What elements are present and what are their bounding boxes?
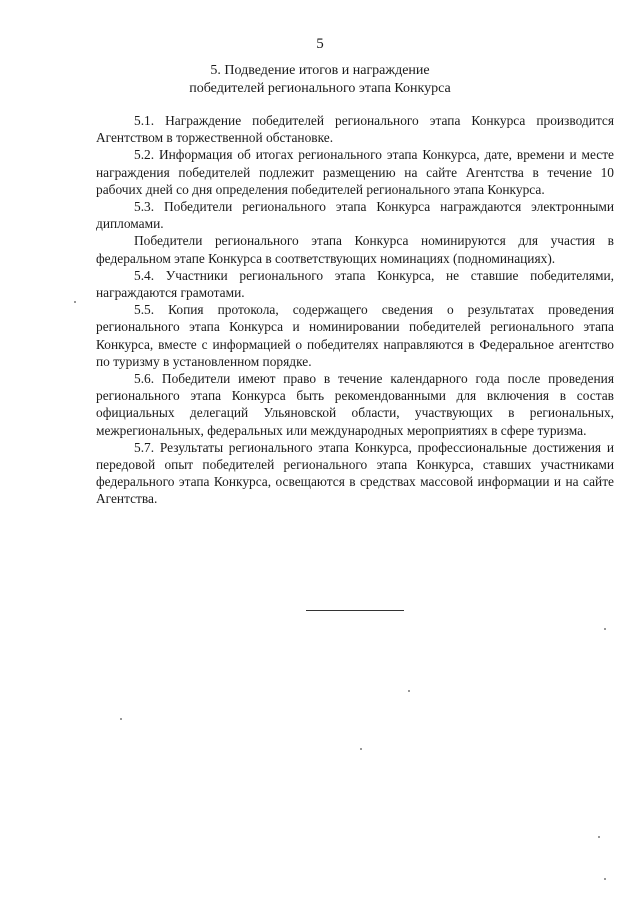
scan-speck: [74, 301, 76, 303]
paragraph-5-3-nomination: Победители регионального этапа Конкурса номинируются для участия в федеральном этапе Конкурса в соответствующих номинациях (подноминациях).: [96, 233, 614, 266]
closing-separator-line: [306, 610, 404, 611]
page-number: 5: [316, 36, 324, 52]
paragraph-5-7: 5.7. Результаты регионального этапа Конкурса, профессиональные достижения и передовой опыт победителей регионального этапа Конкурса, ставших участниками федерального этапа Конкурса, освещаются в средствах массовой информации и на сайте Агентства.: [96, 439, 614, 507]
document-body: [96, 112, 614, 508]
scan-speck: [408, 690, 410, 692]
paragraph-5-3: 5.3. Победители регионального этапа Конкурса награждаются электронными дипломами.: [96, 199, 614, 232]
paragraph-5-6: 5.6. Победители имеют право в течение календарного года после проведения регионального этапа Конкурса быть рекомендованными для включения в состав официальных делегаций Ульяновской области, участвующих в региональных, межрегиональных, федеральных или международных мероприятиях в сфере туризма.: [96, 371, 614, 438]
section-heading: [0, 62, 640, 98]
scan-speck: [120, 718, 122, 720]
scan-speck: [598, 836, 600, 838]
paragraph-5-1: 5.1. Награждение победителей регионального этапа Конкурса производится Агентством в торжественной обстановке.: [96, 113, 614, 146]
paragraph-5-5: 5.5. Копия протокола, содержащего сведения о результатах проведения регионального этапа Конкурса и номинировании победителей регионального этапа Конкурса, вместе с информацией о победителях направляются в Федеральное агентство по туризму в установленном порядке.: [96, 302, 614, 369]
paragraph-5-4: 5.4. Участники регионального этапа Конкурса, не ставшие победителями, награждаются грамотами.: [96, 267, 614, 301]
paragraph-5-2: 5.2. Информация об итогах регионального этапа Конкурса, дате, времени и месте награждения победителей подлежит размещению на сайте Агентства в течение 10 рабочих дней со дня определения победителей регионального этапа Конкурса.: [96, 147, 614, 197]
scan-speck: [360, 748, 362, 750]
section-heading-line-1: 5. Подведение итогов и награждение: [210, 63, 430, 78]
scan-speck: [604, 878, 606, 880]
scan-speck: [604, 628, 606, 630]
section-heading-line-2: победителей регионального этапа Конкурса: [189, 81, 451, 96]
